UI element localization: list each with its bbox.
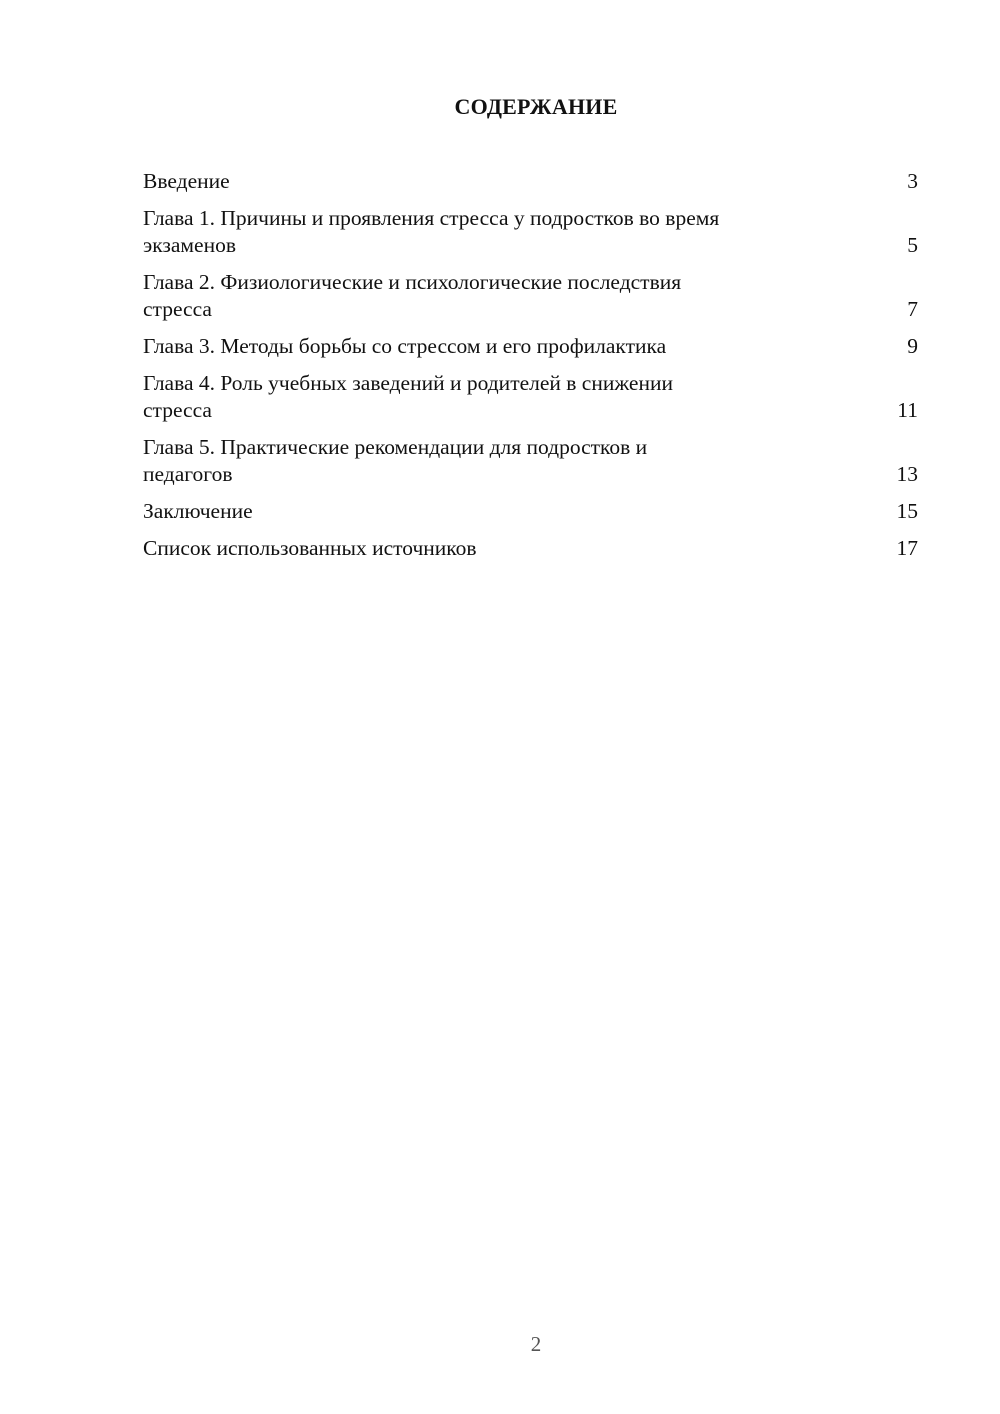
toc-entry-page: 11 <box>897 398 918 422</box>
toc-entry-conclusion <box>143 498 918 525</box>
toc-entry-text: Глава 4. Роль учебных заведений и родителей в снижении стресса <box>143 371 673 422</box>
toc-entry-text: Заключение <box>143 499 253 523</box>
page-number: 2 <box>530 1332 542 1356</box>
toc-entry-page: 9 <box>907 334 918 358</box>
toc-entry-page: 15 <box>896 499 918 523</box>
toc-entry-page: 3 <box>907 169 918 193</box>
toc-entry-introduction <box>143 168 918 195</box>
toc-entry-chapter-1 <box>143 205 918 259</box>
toc-entry-chapter-3 <box>143 333 918 360</box>
toc-entry-page: 5 <box>907 233 918 257</box>
toc-entry-text: Глава 3. Методы борьбы со стрессом и его профилактика <box>143 334 667 358</box>
toc-entry-references <box>143 535 918 562</box>
toc-entry-chapter-4 <box>143 370 918 424</box>
toc-entry-text: Глава 5. Практические рекомендации для подростков и педагогов <box>143 435 648 486</box>
toc-entry-page: 13 <box>896 462 918 486</box>
toc-entry-text: Глава 1. Причины и проявления стресса у подростков во время экзаменов <box>143 206 720 257</box>
toc-entry-chapter-5 <box>143 434 918 488</box>
toc-entry-page: 17 <box>896 536 918 560</box>
toc-entry-text: Введение <box>143 169 230 193</box>
toc-entry-text: Список использованных источников <box>143 536 477 560</box>
toc-entry-page: 7 <box>907 297 918 321</box>
table-of-contents <box>143 168 918 572</box>
page-title: СОДЕРЖАНИЕ <box>454 94 618 119</box>
toc-entry-chapter-2 <box>143 269 918 323</box>
toc-entry-text: Глава 2. Физиологические и психологические последствия стресса <box>143 270 682 321</box>
